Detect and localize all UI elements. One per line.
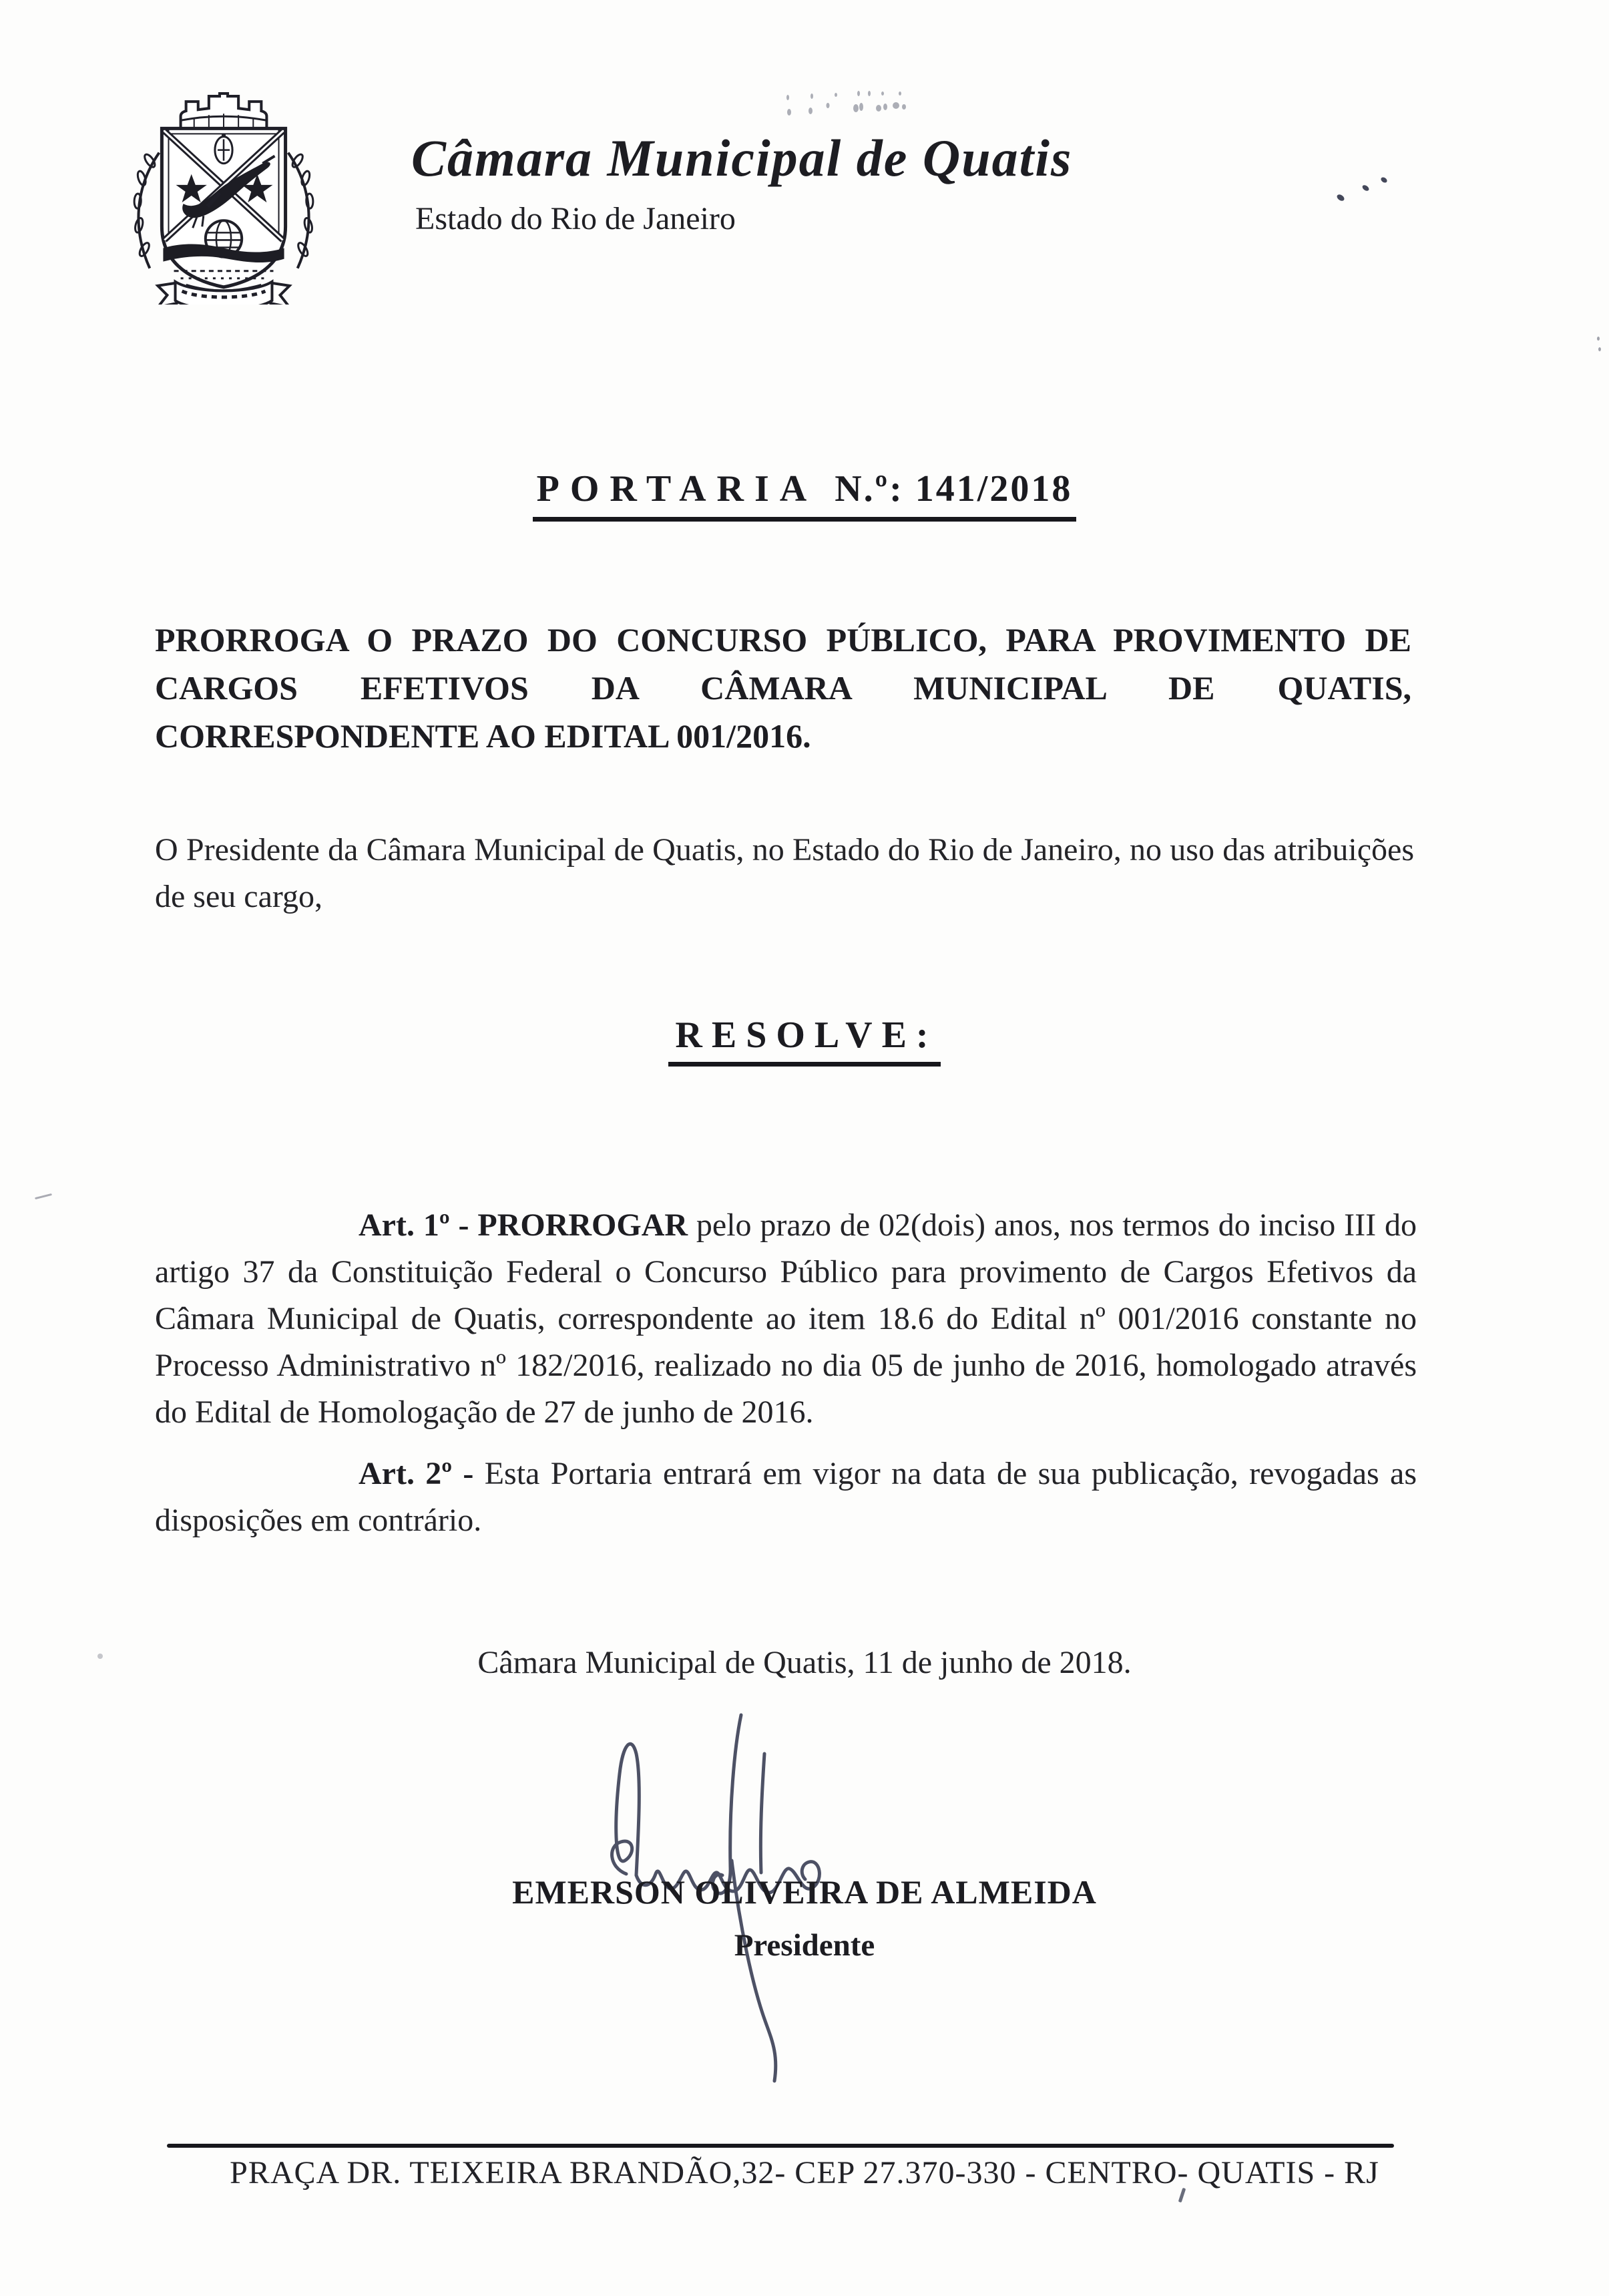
article-1-body: pelo prazo de 02(dois) anos, nos termos do inciso III do artigo 37 da Constituição Federal o Concurso Público para provimento de Cargos Efetivos da Câmara Municipal de Quatis, correspondente ao item 18.6 do Edital nº 001/2016 constante no Processo Administrativo nº 182/2016, realizado no dia 05 de junho de 2016, homologado através do Edital de Homologação de 27 de junho de 2016. — [155, 1207, 1417, 1430]
crown-icon — [181, 93, 267, 128]
scan-speck — [1336, 193, 1345, 202]
preamble-paragraph: O Presidente da Câmara Municipal de Quatis, no Estado do Rio de Janeiro, no uso das atribuições de seu cargo, — [155, 832, 1414, 914]
organization-name: Câmara Municipal de Quatis — [411, 129, 1073, 187]
summary-paragraph — [155, 616, 1411, 760]
laurel-branch-icon — [134, 153, 159, 268]
scan-speck — [35, 1193, 52, 1199]
footer-divider — [167, 2144, 1394, 2148]
footer-address: PRAÇA DR. TEIXEIRA BRANDÃO,32- CEP 27.370-330 - CENTRO- QUATIS - RJ — [230, 2155, 1379, 2190]
signer-name: EMERSON OLIVEIRA DE ALMEIDA — [512, 1873, 1097, 1911]
laurel-branch-icon — [288, 153, 314, 268]
resolve-heading: RESOLVE: — [0, 1014, 1609, 1067]
scan-speck — [1361, 184, 1370, 192]
article-2-body: Esta Portaria entrará em vigor na data de sua publicação, revogadas as disposições em contrário. — [155, 1456, 1417, 1538]
handwritten-signature — [574, 1707, 875, 2121]
article-2-paragraph — [155, 1451, 1417, 1544]
place-date-line: Câmara Municipal de Quatis, 11 de junho de 2018. — [477, 1645, 1132, 1680]
title-word: PORTARIA — [536, 468, 818, 510]
summary-line: PRORROGA O PRAZO DO CONCURSO PÚBLICO, PARA PROVIMENTO DE — [155, 621, 1411, 658]
summary-line: CORRESPONDENTE AO EDITAL 001/2016. — [155, 717, 811, 755]
title-number: N.º: 141/2018 — [835, 468, 1073, 510]
state-line: Estado do Rio de Janeiro — [415, 201, 736, 236]
document-title — [0, 467, 1609, 522]
scan-speck — [1597, 337, 1600, 341]
summary-line: CARGOS EFETIVOS DA CÂMARA MUNICIPAL DE QUATIS, — [155, 669, 1411, 707]
article-1-paragraph — [155, 1202, 1417, 1436]
scan-speck — [1380, 176, 1388, 184]
article-2-lead: Art. 2º - — [359, 1456, 474, 1491]
municipal-coat-of-arms-icon — [119, 84, 328, 305]
signer-role: Presidente — [734, 1928, 875, 1963]
faded-ink-smudge — [781, 85, 948, 123]
article-1-lead: Art. 1º - PRORROGAR — [359, 1207, 688, 1243]
scan-speck — [1598, 347, 1601, 351]
shield-icon — [162, 128, 285, 291]
